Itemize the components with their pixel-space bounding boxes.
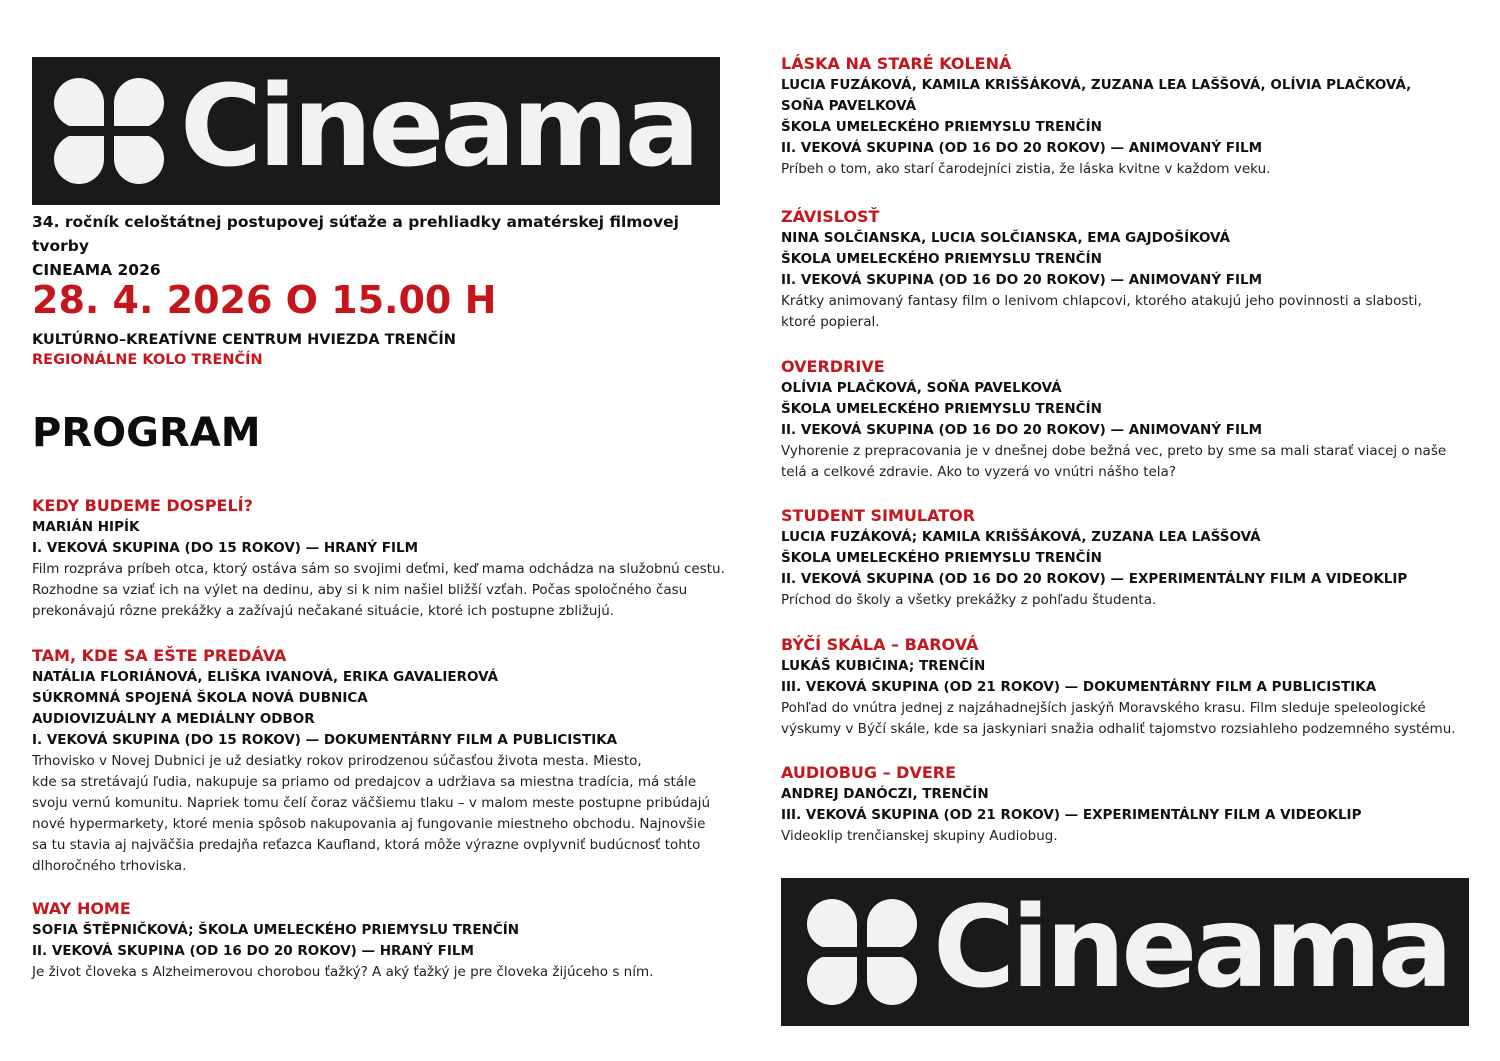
film-description: sa tu stavia aj najväčšia predajňa reťazca Kaufland, ktorá môže výrazne ovplyvniť budúcnosť tohto [32, 837, 701, 853]
film-description: Rozhodne sa vziať ich na výlet na dedinu, aby si k nim našiel bližší vzťah. Počas spoločného času [32, 582, 688, 598]
film-meta: ŠKOLA UMELECKÉHO PRIEMYSLU TRENČÍN [781, 401, 1102, 417]
film-meta: SÚKROMNÁ SPOJENÁ ŠKOLA NOVÁ DUBNICA [32, 690, 368, 706]
film-meta: LUCIA FUZÁKOVÁ; KAMILA KRIŠŠÁKOVÁ, ZUZANA LEA LAŠŠOVÁ [781, 529, 1261, 545]
film-meta: I. VEKOVÁ SKUPINA (DO 15 ROKOV) — DOKUMENTÁRNY FILM A PUBLICISTIKA [32, 732, 618, 748]
venue-round: REGIONÁLNE KOLO TRENČÍN [32, 352, 263, 368]
film-entry [781, 634, 1481, 740]
film-meta: NINA SOLČIANSKA, LUCIA SOLČIANSKA, EMA GAJDOŠÍKOVÁ [781, 230, 1231, 246]
logo-top [32, 57, 720, 205]
film-entry [781, 762, 1481, 847]
film-description: Príbeh o tom, ako starí čarodejníci zistia, že láska kvitne v každom veku. [781, 161, 1271, 177]
film-entry [32, 898, 732, 983]
film-description: kde sa stretávajú ľudia, nakupuje sa priamo od predajcov a udržiava sa miestna tradícia, má stále [32, 774, 697, 790]
film-description: Trhovisko v Novej Dubnici je už desiatky rokov prirodzenou súčasťou života mesta. Miesto, [32, 753, 642, 769]
film-description: Vyhorenie z prepracovania je v dnešnej dobe bežná vec, preto by sme sa mali starať viacej o naše [781, 443, 1447, 459]
film-meta: OLÍVIA PLAČKOVÁ, SOŇA PAVELKOVÁ [781, 380, 1062, 396]
venue-place: KULTÚRNO–KREATÍVNE CENTRUM HVIEZDA TRENČÍN [32, 332, 456, 348]
film-title: ZÁVISLOSŤ [781, 207, 880, 226]
film-meta: III. VEKOVÁ SKUPINA (OD 21 ROKOV) — EXPERIMENTÁLNY FILM A VIDEOKLIP [781, 807, 1362, 823]
intro-line2: CINEAMA 2026 [32, 261, 161, 279]
film-meta: II. VEKOVÁ SKUPINA (OD 16 DO 20 ROKOV) — ANIMOVANÝ FILM [781, 272, 1263, 288]
venue [32, 330, 456, 370]
film-meta: SOŇA PAVELKOVÁ [781, 98, 917, 114]
film-meta: ŠKOLA UMELECKÉHO PRIEMYSLU TRENČÍN [781, 550, 1102, 566]
film-title: STUDENT SIMULATOR [781, 506, 976, 525]
intro-line1: 34. ročník celoštátnej postupovej súťaže a prehliadky amatérskej filmovej tvorby [32, 213, 679, 255]
film-entry [32, 645, 732, 877]
film-description: Videoklip trenčianskej skupiny Audiobug. [781, 828, 1058, 844]
film-description: nové hypermarkety, ktoré menia spôsob nakupovania aj fungovanie miestneho obchodu. Najnovšie [32, 816, 706, 832]
film-meta: III. VEKOVÁ SKUPINA (OD 21 ROKOV) — DOKUMENTÁRNY FILM A PUBLICISTIKA [781, 679, 1377, 695]
film-meta: SOFIA ŠTĚPNIČKOVÁ; ŠKOLA UMELECKÉHO PRIEMYSLU TRENČÍN [32, 922, 520, 938]
film-description: telá a celkové zdravie. Ako to vyzerá vo vnútri nášho tela? [781, 464, 1176, 480]
film-entry [781, 505, 1481, 611]
event-date: 28. 4. 2026 O 15.00 H [32, 278, 497, 322]
film-entry [781, 53, 1481, 180]
program-heading: PROGRAM [32, 410, 261, 456]
film-description: dlhoročného trhoviska. [32, 858, 187, 874]
film-description: svoju vernú komunitu. Napriek tomu čelí čoraz väčšiemu tlaku – v malom meste postupne pribúdajú [32, 795, 711, 811]
film-entry [781, 206, 1481, 333]
film-title: LÁSKA NA STARÉ KOLENÁ [781, 54, 1012, 73]
film-meta: AUDIOVIZUÁLNY A MEDIÁLNY ODBOR [32, 711, 315, 727]
film-meta: I. VEKOVÁ SKUPINA (DO 15 ROKOV) — HRANÝ FILM [32, 540, 419, 556]
film-title: OVERDRIVE [781, 357, 885, 376]
logo-wordmark: Cineama [180, 62, 697, 192]
film-description: Pohľad do vnútra jednej z najzáhadnejších jaskýň Moravského krasu. Film sleduje speleologické [781, 700, 1426, 716]
film-meta: ŠKOLA UMELECKÉHO PRIEMYSLU TRENČÍN [781, 251, 1102, 267]
film-entry [781, 356, 1481, 483]
logo-bottom [781, 878, 1469, 1026]
intro [32, 210, 732, 282]
film-description: Film rozpráva príbeh otca, ktorý ostáva sám so svojimi deťmi, keď mama odchádza na služobnú cestu. [32, 561, 725, 577]
film-title: TAM, KDE SA EŠTE PREDÁVA [32, 646, 287, 665]
film-meta: II. VEKOVÁ SKUPINA (OD 16 DO 20 ROKOV) — ANIMOVANÝ FILM [781, 422, 1263, 438]
film-meta: ANDREJ DANÓCZI, TRENČÍN [781, 786, 989, 802]
film-meta: MARIÁN HIPÍK [32, 519, 140, 535]
film-meta: LUCIA FUZÁKOVÁ, KAMILA KRIŠŠÁKOVÁ, ZUZANA LEA LAŠŠOVÁ, OLÍVIA PLAČKOVÁ, [781, 77, 1412, 93]
film-description: Príchod do školy a všetky prekážky z pohľadu študenta. [781, 592, 1157, 608]
cineama-clover-icon [50, 75, 168, 187]
film-title: AUDIOBUG – DVERE [781, 763, 957, 782]
film-meta: NATÁLIA FLORIÁNOVÁ, ELIŠKA IVANOVÁ, ERIKA GAVALIEROVÁ [32, 669, 499, 685]
film-description: ktoré popieral. [781, 314, 880, 330]
logo-wordmark: Cineama [933, 883, 1450, 1013]
film-title: WAY HOME [32, 899, 131, 918]
film-meta: LUKÁŠ KUBIČINA; TRENČÍN [781, 658, 986, 674]
film-meta: II. VEKOVÁ SKUPINA (OD 16 DO 20 ROKOV) — ANIMOVANÝ FILM [781, 140, 1263, 156]
film-description: Je život človeka s Alzheimerovou chorobou ťažký? A aký ťažký je pre človeka žijúceho s ním. [32, 964, 654, 980]
film-title: BÝČÍ SKÁLA – BAROVÁ [781, 635, 979, 654]
film-meta: II. VEKOVÁ SKUPINA (OD 16 DO 20 ROKOV) — EXPERIMENTÁLNY FILM A VIDEOKLIP [781, 571, 1408, 587]
film-entry [32, 495, 732, 622]
film-description: prekonávajú rôzne prekážky a zažívajú nečakané situácie, ktoré ich postupne zbližujú. [32, 603, 615, 619]
film-description: výskumy v Býčí skále, kde sa jaskyniari snažia odhaliť tajomstvo rozsiahleho podzemného systému. [781, 721, 1456, 737]
film-description: Krátky animovaný fantasy film o lenivom chlapcovi, ktorého atakujú jeho povinnosti a slabosti, [781, 293, 1422, 309]
film-meta: ŠKOLA UMELECKÉHO PRIEMYSLU TRENČÍN [781, 119, 1102, 135]
film-title: KEDY BUDEME DOSPELÍ? [32, 496, 253, 515]
film-meta: II. VEKOVÁ SKUPINA (OD 16 DO 20 ROKOV) — HRANÝ FILM [32, 943, 474, 959]
cineama-clover-icon [803, 896, 921, 1008]
